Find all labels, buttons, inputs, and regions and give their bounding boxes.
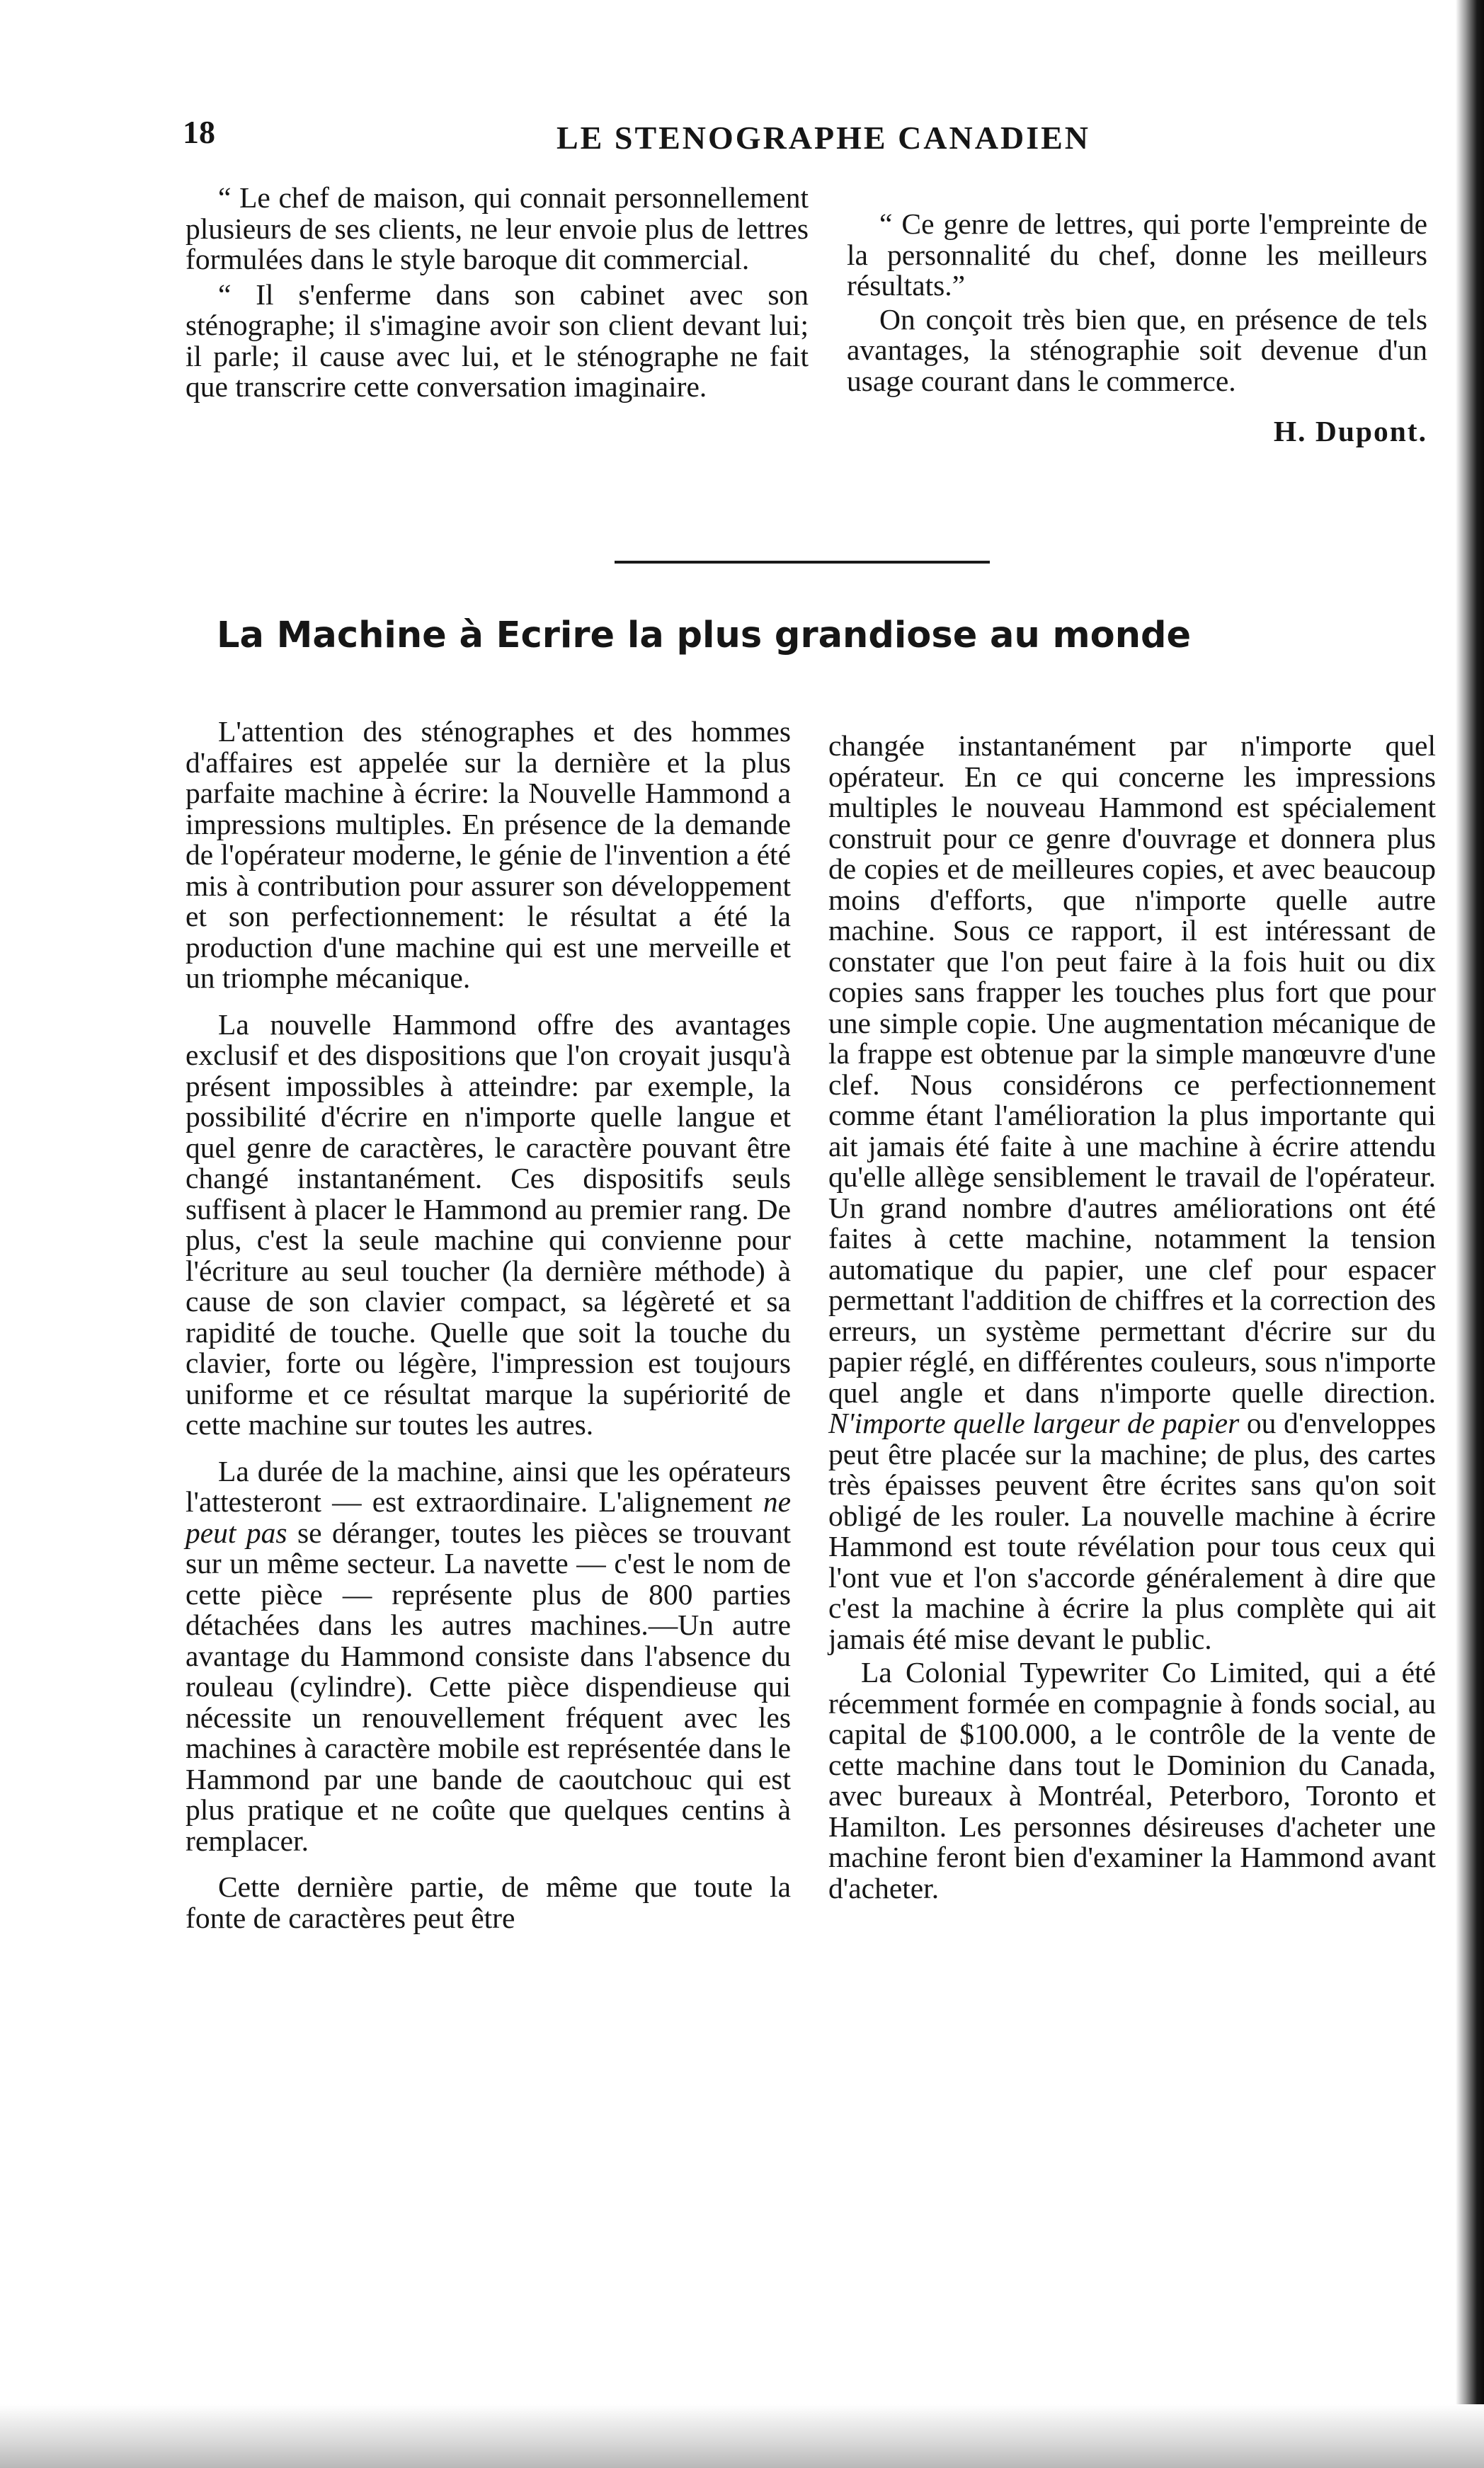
paragraph-continued	[828, 731, 1436, 1655]
article-title: La Machine à Ecrire la plus grandiose au monde	[217, 615, 1192, 656]
text-run: ou d'enveloppes peut être placée sur la machine; de plus, des cartes très épaisses peuvent être écrites sans qu'on soit obligé de les rouler. La nouvelle machine à écrire Hammond est toute révélation pour tous ceux qui l'ont vue et l'on s'accorde généralement à dire que c'est la machine à écrire la plus complète qui ait jamais été mise devant le public.	[828, 1407, 1436, 1655]
paragraph: L'attention des sténographes et des hommes d'affaires est appelée sur la dernière et la plus parfaite machine à écrire: la Nouvelle Hammond a impressions multiples. En présence de la demande de l'opérateur moderne, le génie de l'invention a été mis à contribution pour assurer son développement et son perfectionnement: le résultat a été la production d'une machine qui est une merveille et un triomphe mécanique.	[186, 715, 791, 994]
page-bottom-shadow	[0, 2404, 1484, 2468]
previous-article-right-column	[847, 209, 1427, 447]
paragraph: “ Le chef de maison, qui connait personnellement plusieurs de ses clients, ne leur envoie plus de lettres formulées dans le style baroque dit commercial.	[186, 181, 809, 275]
page-header	[183, 106, 1420, 170]
italic-emphasis: N'importe quelle largeur de papier	[828, 1407, 1240, 1439]
paragraph: Cette dernière partie, de même que toute la fonte de caractères peut être	[186, 1870, 791, 1934]
text-run: changée instantanément par n'importe quel opérateur. En ce qui concerne les impressions multiples le nouveau Hammond est spécialement construit pour ce genre d'ouvrage et donnera plus de copies et de meilleures copies, et avec beaucoup moins d'efforts, que n'importe quelle autre machine. Sous ce rapport, il est intéressant de constater que l'on peut faire à la fois huit ou dix copies sans frapper les touches plus fort que pour une simple copie. Une augmentation mécanique de la frappe est obtenue par la simple manœuvre d'une clef. Nous considérons ce perfectionnement comme étant l'amélioration la plus importante qui ait jamais été faite à une machine à écrire attendu qu'elle allège sensiblement le travail de l'opérateur. Un grand nombre d'autres améliorations ont été faites à cette machine, notamment la tension automatique du papier, une clef pour espacer permettant l'addition de chiffres et la correction des erreurs, un système permettant d'écrire sur du papier réglé, en différentes couleurs, sous n'importe quel angle et dans n'importe quelle direction.	[828, 729, 1436, 1409]
paragraph: On conçoit très bien que, en présence de tels avantages, la sténographie soit devenue d'un usage courant dans le commerce.	[847, 302, 1427, 397]
paragraph: “ Ce genre de lettres, qui porte l'empreinte de la personnalité du chef, donne les meilleurs résultats.”	[847, 207, 1427, 302]
page-number: 18	[183, 114, 215, 150]
italic-emphasis: ne peut pas	[186, 1485, 791, 1549]
journal-title: LE STENOGRAPHE CANADIEN	[556, 120, 1090, 156]
text-run: La durée de la machine, ainsi que les opérateurs l'attesteront — est extraordinaire. L'alignement	[186, 1454, 791, 1518]
article-left-column	[186, 716, 791, 1933]
paragraph: “ Il s'enferme dans son cabinet avec son sténographe; il s'imagine avoir son client devant lui; il parle; il cause avec lui, et le sténographe ne fait que transcrire cette conversation imaginaire.	[186, 278, 809, 403]
page-edge-shadow	[1456, 0, 1484, 2468]
previous-article-left-column	[186, 183, 809, 403]
paragraph: La nouvelle Hammond offre des avantages exclusif et des dispositions que l'on croyait jusqu'à présent impossibles à atteindre: par exemple, la possibilité d'écrire en n'importe quelle langue et quel genre de caractères, le caractère pouvant être changé instantanément. Ces dispositifs seuls suffisent à placer le Hammond au premier rang. De plus, c'est la seule machine qui convienne pour l'écriture au seul toucher (la dernière méthode) à cause de son clavier compact, sa légèreté et sa rapidité de touche. Quelle que soit la touche du clavier, forte ou légère, l'impression est toujours uniforme et ce résultat marque la supériorité de cette machine sur toutes les autres.	[186, 1007, 791, 1441]
text-run: se déranger, toutes les pièces se trouvant sur un même secteur. La navette — c'est le nom de cette pièce — représente plus de 800 parties détachées dans les autres machines.—Un autre avantage du Hammond consiste dans l'absence du rouleau (cylindre). Cette pièce dispendieuse qui nécessite un renouvellement fréquent avec les machines à caractère mobile est représentée dans le Hammond par une bande de caoutchouc qui est plus pratique et ne coûte que quelques centins à remplacer.	[186, 1516, 791, 1857]
paragraph: La Colonial Typewriter Co Limited, qui a été récemment formée en compagnie à fonds social, au capital de $100.000, a le contrôle de la vente de cette machine dans tout le Dominion du Canada, avec bureaux à Montréal, Peterboro, Toronto et Hamilton. Les personnes désireuses d'acheter une machine feront bien d'examiner la Hammond avant d'acheter.	[828, 1656, 1436, 1904]
author-signature: H. Dupont.	[1273, 415, 1427, 447]
section-divider	[615, 561, 990, 564]
article-right-column	[828, 731, 1436, 1904]
paragraph	[186, 1456, 791, 1857]
